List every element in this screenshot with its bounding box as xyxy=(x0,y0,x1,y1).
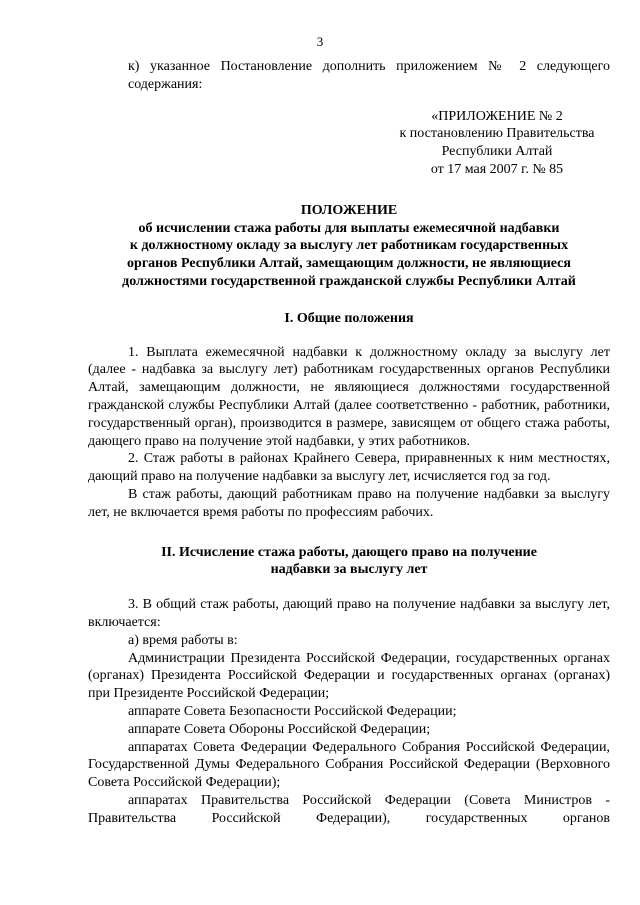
appendix-line-1: «ПРИЛОЖЕНИЕ № 2 xyxy=(431,108,563,124)
section2-paragraph-4: аппарате Совета Безопасности Российской Федерации; xyxy=(128,703,457,719)
title-line-5: должностями государственной гражданской службы Республики Алтай xyxy=(122,273,576,289)
section2-paragraph-2: а) время работы в: xyxy=(128,632,238,648)
section2-heading-line-1: II. Исчисление стажа работы, дающего право на получение xyxy=(161,544,537,560)
document-title xyxy=(88,202,610,291)
title-line-1: ПОЛОЖЕНИЕ xyxy=(300,202,398,218)
title-line-4: органов Республики Алтай, замещающим должности, не являющиеся xyxy=(127,256,571,272)
section2-paragraph-6: аппаратах Совета Федерации Федерального Собрания Российской Федерации, Государственной Думы Федерального Собрания Российской Федерации (Верховного Совета Российской Федерации); xyxy=(88,739,610,791)
section2-paragraph-3: Администрации Президента Российской Федерации, государственных органах (органах) Президента Российской Федерации и государственных органах (органах) при Президенте Российской Федерации; xyxy=(88,650,610,702)
section2-heading-line-2: надбавки за выслугу лет xyxy=(270,562,428,578)
section2-paragraph-5: аппарате Совета Обороны Российской Федерации; xyxy=(128,721,431,737)
section2-paragraph-1: 3. В общий стаж работы, дающий право на получение надбавки за выслугу лет, включается: xyxy=(88,597,610,630)
intro-line-2: содержания: xyxy=(128,76,203,92)
section1-paragraph-3: В стаж работы, дающий работникам право на получение надбавки за выслугу лет, не включается время работы по профессиям рабочих. xyxy=(88,486,610,520)
appendix-line-2: к постановлению Правительства xyxy=(399,126,595,142)
section1-paragraph-2: 2. Стаж работы в районах Крайнего Севера, приравненных к ним местностях, дающий право на получение надбавки за выслугу лет, исчисляется год за год. xyxy=(88,451,610,485)
appendix-line-4: от 17 мая 2007 г. № 85 xyxy=(430,161,564,177)
intro-paragraph xyxy=(88,58,610,94)
intro-line-1: к) указанное Постановление дополнить приложением № 2 следующего xyxy=(128,59,610,74)
appendix-line-3: Республики Алтай xyxy=(441,144,553,160)
section1-paragraph-1: 1. Выплата ежемесячной надбавки к должностному окладу за выслугу лет (далее - надбавка за выслугу лет) работникам государственных органов Республики Алтай, замещающим должности, не являющиеся должностями государственной гражданской службы Республики Алтай (далее соответственно - работник, работники, государственный орган), производится в размере, зависящем от общего стажа работы, дающего право на получение этой надбавки, у этих работников. xyxy=(88,344,610,449)
title-line-2: об исчислении стажа работы для выплаты ежемесячной надбавки xyxy=(138,220,560,236)
document-body xyxy=(88,58,610,827)
title-line-3: к должностному окладу за выслугу лет работникам государственных xyxy=(129,238,569,254)
section2-paragraph-7: аппаратах Правительства Российской Федерации (Совета Министров - Правительства Российской Федерации), государственных органов xyxy=(88,792,610,826)
section2-heading xyxy=(88,544,610,580)
appendix-header xyxy=(388,108,606,179)
page-number: 3 xyxy=(316,34,324,49)
section1-heading: I. Общие положения xyxy=(284,310,414,326)
